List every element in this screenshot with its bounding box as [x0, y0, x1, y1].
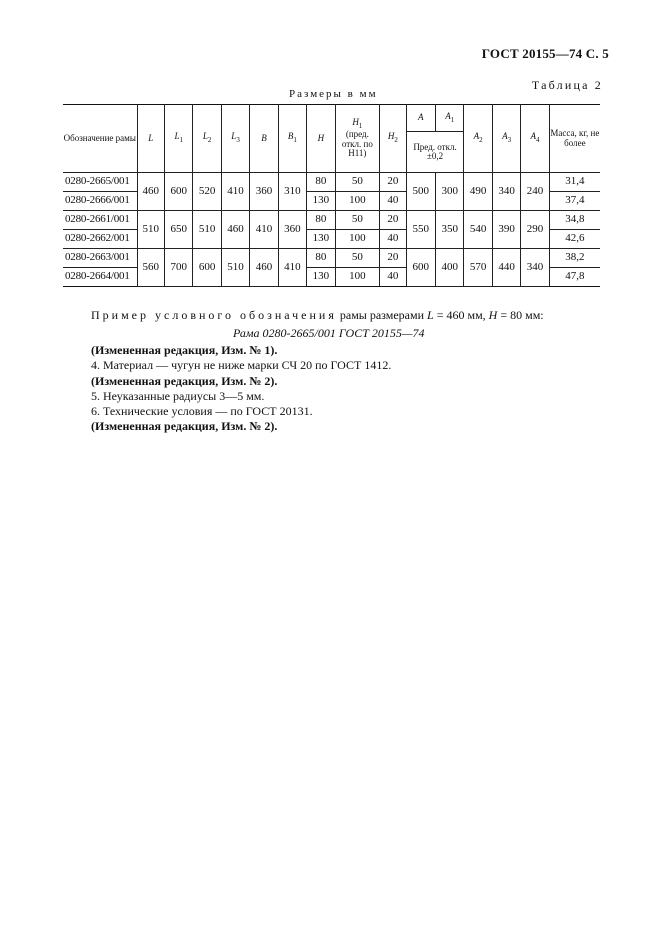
cell-designation: 0280-2666/001: [63, 192, 137, 211]
cell-designation: 0280-2664/001: [63, 268, 137, 287]
cell-h: 80: [307, 249, 335, 268]
cell-a2: 540: [464, 211, 492, 249]
cell-mass: 42,6: [549, 230, 600, 249]
cell-l: 460: [137, 173, 164, 211]
cell-h2: 20: [380, 249, 406, 268]
cell-h2: 40: [380, 268, 406, 287]
cell-h: 130: [307, 192, 335, 211]
cell-a: 550: [406, 211, 435, 249]
col-header-mass: Масса, кг, не более: [549, 105, 600, 173]
col-header-H1: $H_1$ (пред. откл. по H11): [335, 105, 380, 173]
designation-sample: Рама 0280-2665/001 ГОСТ 20155—74: [233, 326, 425, 340]
cell-b1: 310: [278, 173, 306, 211]
cell-b1: 410: [278, 249, 306, 287]
col-header-A-tolerance: Пред. откл. ±0,2: [406, 132, 464, 173]
cell-h1: 50: [335, 173, 380, 192]
cell-mass: 31,4: [549, 173, 600, 192]
col-header-L1: $L_1$: [165, 105, 193, 173]
designation-example: Пример условного обозначения рамы размерами L = 460 мм, H = 80 мм:: [91, 308, 544, 322]
cell-h1: 100: [335, 192, 380, 211]
cell-b1: 360: [278, 211, 306, 249]
cell-b: 460: [250, 249, 278, 287]
cell-a4: 240: [521, 173, 549, 211]
page-header: ГОСТ 20155—74 С. 5: [481, 46, 609, 61]
cell-h: 80: [307, 211, 335, 230]
cell-a1: 300: [436, 173, 464, 211]
col-header-A2: $A_2$: [464, 105, 492, 173]
col-header-B: B: [250, 105, 278, 173]
col-header-B1: $B_1$: [278, 105, 306, 173]
dimensions-table: [63, 104, 600, 287]
table-row: [63, 211, 600, 230]
cell-designation: 0280-2665/001: [63, 173, 137, 192]
cell-designation: 0280-2663/001: [63, 249, 137, 268]
cell-h: 80: [307, 173, 335, 192]
cell-l2: 520: [193, 173, 221, 211]
col-header-H2: $H_2$: [380, 105, 406, 173]
cell-l3: 410: [221, 173, 249, 211]
cell-mass: 47,8: [549, 268, 600, 287]
col-header-H: H: [307, 105, 335, 173]
cell-designation: 0280-2661/001: [63, 211, 137, 230]
cell-h2: 20: [380, 211, 406, 230]
cell-h1: 100: [335, 230, 380, 249]
cell-h1: 50: [335, 211, 380, 230]
cell-a2: 490: [464, 173, 492, 211]
cell-l: 560: [137, 249, 164, 287]
cell-h: 130: [307, 268, 335, 287]
cell-mass: 34,8: [549, 211, 600, 230]
cell-designation: 0280-2662/001: [63, 230, 137, 249]
cell-l1: 650: [165, 211, 193, 249]
note-item: 4. Материал — чугун не ниже марки СЧ 20 по ГОСТ 1412.: [91, 358, 392, 373]
col-header-A1: $A_1$: [436, 105, 464, 132]
cell-h: 130: [307, 230, 335, 249]
cell-h2: 40: [380, 192, 406, 211]
cell-b: 410: [250, 211, 278, 249]
cell-l3: 460: [221, 211, 249, 249]
cell-h1: 50: [335, 249, 380, 268]
col-header-A4: $A_4$: [521, 105, 549, 173]
note-item: 5. Неуказанные радиусы 3—5 мм.: [91, 388, 265, 403]
col-header-L3: $L_3$: [221, 105, 249, 173]
table-number: Таблица 2: [531, 78, 603, 92]
cell-mass: 38,2: [549, 249, 600, 268]
col-header-L: L: [137, 105, 164, 173]
col-header-L2: $L_2$: [193, 105, 221, 173]
note-item: (Измененная редакция, Изм. № 2).: [91, 419, 278, 434]
col-header-designation: Обозначение рамы: [63, 105, 137, 173]
cell-a1: 400: [436, 249, 464, 287]
cell-b: 360: [250, 173, 278, 211]
cell-a4: 290: [521, 211, 549, 249]
cell-l1: 700: [165, 249, 193, 287]
cell-l1: 600: [165, 173, 193, 211]
cell-h2: 20: [380, 173, 406, 192]
cell-a1: 350: [436, 211, 464, 249]
cell-a: 600: [406, 249, 435, 287]
cell-a3: 390: [492, 211, 520, 249]
cell-a3: 340: [492, 173, 520, 211]
cell-a: 500: [406, 173, 435, 211]
col-header-A: A: [406, 105, 435, 132]
dimensions-caption: Размеры в мм: [289, 88, 378, 100]
note-item: (Измененная редакция, Изм. № 1).: [91, 343, 278, 357]
cell-h1: 100: [335, 268, 380, 287]
cell-l2: 510: [193, 211, 221, 249]
cell-a4: 340: [521, 249, 549, 287]
cell-h2: 40: [380, 230, 406, 249]
cell-l: 510: [137, 211, 164, 249]
cell-l2: 600: [193, 249, 221, 287]
cell-a2: 570: [464, 249, 492, 287]
note-item: 6. Технические условия — по ГОСТ 20131.: [91, 404, 313, 419]
note-item: (Измененная редакция, Изм. № 2).: [91, 373, 278, 388]
cell-a3: 440: [492, 249, 520, 287]
table-row: [63, 249, 600, 268]
col-header-A3: $A_3$: [492, 105, 520, 173]
table-row: [63, 173, 600, 192]
cell-l3: 510: [221, 249, 249, 287]
cell-mass: 37,4: [549, 192, 600, 211]
notes-list: [91, 343, 391, 435]
